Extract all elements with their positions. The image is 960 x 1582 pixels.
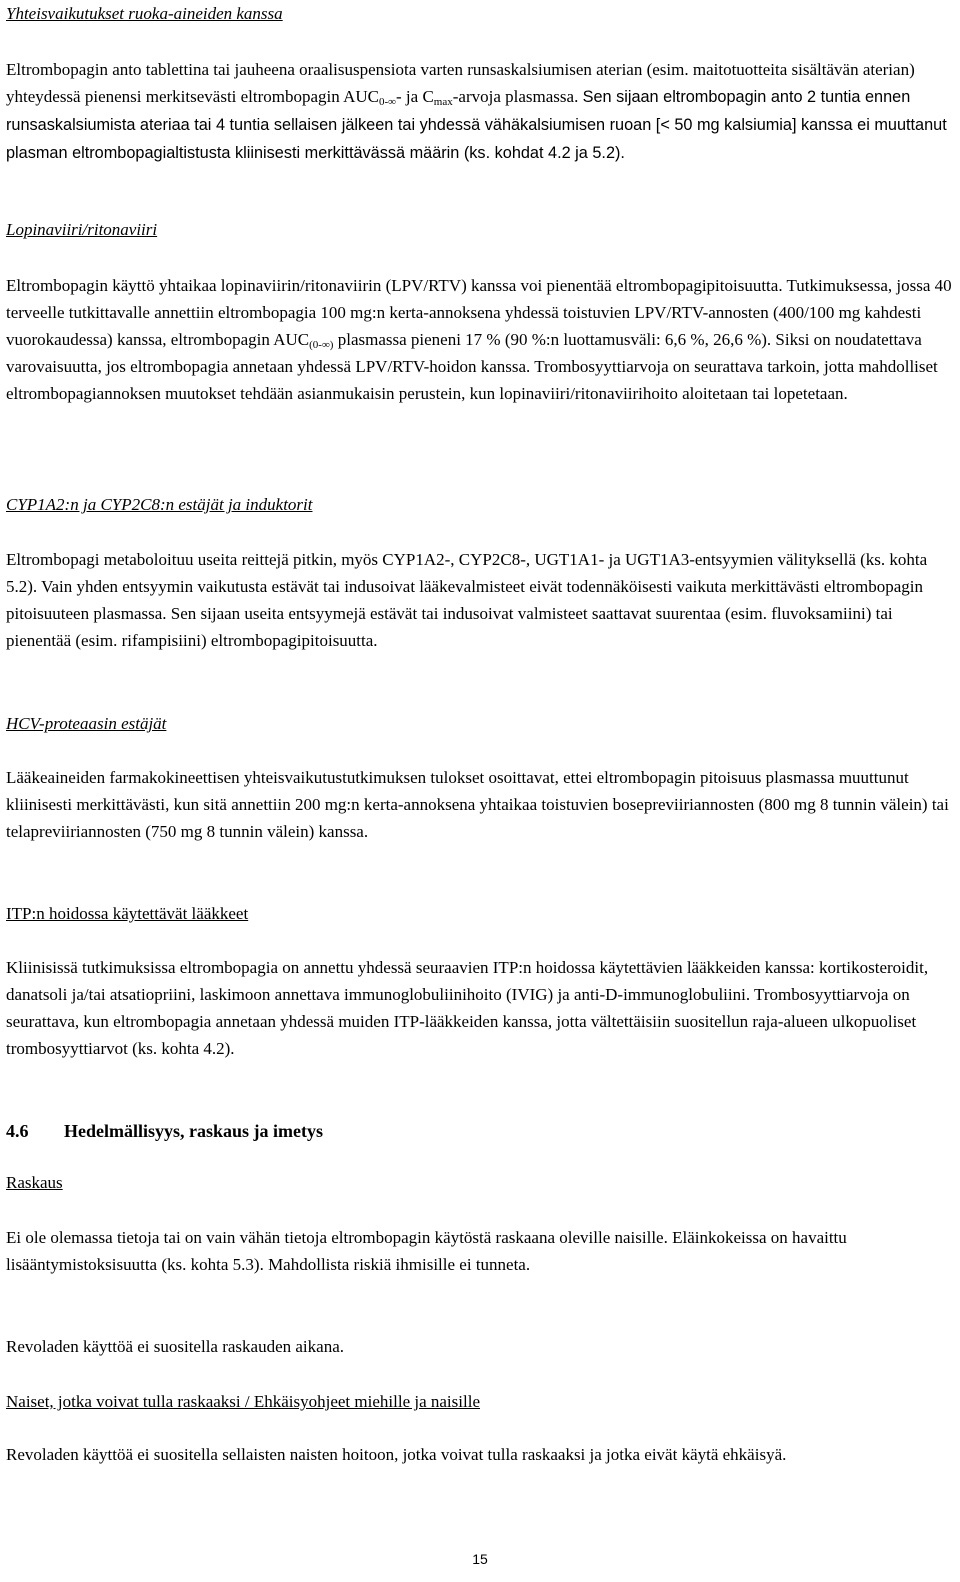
paragraph-pregnancy: Ei ole olemassa tietoja tai on vain vähän tietoja eltrombopagin käytöstä raskaana oleville naisille. Eläinkokeissa on havaittu lisääntymistoksisuutta (ks. kohta 5.3). Mahdollista riskiä ihmisille ei tunneta. [6,1228,847,1274]
heading-lopinavir: Lopinaviiri/ritonaviiri [6,220,158,239]
food-text-c: -arvoja plasmassa. [452,87,583,106]
paragraph-food-interactions [6,56,952,167]
food-text-sans: Sen sijaan eltrombopagin anto 2 tuntia ennen runsaskalsiumista ateriaa tai 4 tuntia sellaisen jälkeen tai yhdessä vähäkalsiumisen ruoan [< 50 mg kalsiumia] kanssa ei muuttanut plasman eltrombopagialtistusta kliinisesti merkittävässä määrin (ks. kohdat 4.2 ja 5.2). [6,88,947,162]
paragraph-lopinavir [6,272,952,407]
food-sub-cmax: max [433,96,453,108]
food-sub-auc: 0-∞ [379,96,397,108]
paragraph-itp: Kliinisissä tutkimuksissa eltrombopagia on annettu yhdessä seuraavien ITP:n hoidossa käytettävien lääkkeiden kanssa: kortikosteroidit, danatsoli ja/tai atsatiopriini, laskimoon annettava immunoglobuliinihoito (IVIG) ja anti-D-immunoglobuliini. Trombosyyttiarvoja on seurattava, kun eltrombopagia annetaan yhdessä muiden ITP-lääkkeiden kanssa, jotta vältettäisiin suositellun raja-alueen ulkopuoliset trombosyyttiarvot (ks. kohta 4.2). [6,958,929,1058]
lpv-sub-auc: (0-∞) [309,339,334,351]
section-number: 4.6 [6,1121,29,1141]
heading-contraception: Naiset, jotka voivat tulla raskaaksi / Ehkäisyohjeet miehille ja naisille [6,1392,480,1411]
paragraph-hcv: Lääkeaineiden farmakokineettisen yhteisvaikutustutkimuksen tulokset osoittavat, ettei eltrombopagin pitoisuus plasmassa muuttunut kliinisesti merkittävästi, kun sitä annettiin 200 mg:n kerta-annoksena yhtaikaa toistuvien bosepreviiriannosten (800 mg 8 tunnin välein) tai telapreviiriannosten (750 mg 8 tunnin välein) kanssa. [6,768,949,841]
paragraph-contraception: Revoladen käyttöä ei suositella sellaisten naisten hoitoon, jotka voivat tulla raskaaksi ja jotka eivät käytä ehkäisyä. [6,1445,787,1464]
section-heading [6,1119,952,1143]
heading-hcv: HCV-proteaasin estäjät [6,714,167,733]
paragraph-cyp: Eltrombopagi metaboloituu useita reittejä pitkin, myös CYP1A2-, CYP2C8-, UGT1A1- ja UGT1A3-entsyymien välityksellä (ks. kohta 5.2). Vain yhden entsyymin vaikutusta estävät tai indusoivat lääkevalmisteet eivät todennäköisesti vaikuta merkittävästi eltrombopagin pitoisuuteen plasmassa. Sen sijaan useita entsyymejä estävät tai indusoivat valmisteet saattavat suurentaa (esim. fluvoksamiini) tai pienentää (esim. rifampisiini) eltrombopagipitoisuutta. [6,550,928,650]
paragraph-pregnancy-recommendation: Revoladen käyttöä ei suositella raskauden aikana. [6,1337,344,1356]
page-number: 15 [472,1551,488,1567]
section-title: Hedelmällisyys, raskaus ja imetys [64,1121,323,1141]
lpv-text-b: plasmassa pieneni 17 % (90 %:n luottamusväli: 6,6 %, 26,6 %). Siksi on noudatettava varovaisuutta, jos eltrombopagia annetaan yhdessä LPV/RTV-hoidon kanssa. Trombosyyttiarvoja on seurattava tarkoin, jotta mahdolliset eltrombopagiannoksen muutokset tehdään asianmukaisin perustein, kun lopinaviiri/ritonaviirihoito aloitetaan tai lopetetaan. [6,330,938,403]
food-text-a: Eltrombopagin anto tablettina tai jauheena oraalisuspensiota varten runsaskalsiumisen aterian (esim. maitotuotteita sisältävän aterian) yhteydessä pienensi merkitsevästi eltrombopagin AUC [6,60,915,106]
heading-food-interactions: Yhteisvaikutukset ruoka-aineiden kanssa [6,4,283,23]
heading-cyp-inhibitors: CYP1A2:n ja CYP2C8:n estäjät ja induktorit [6,495,313,514]
food-text-b: - ja C [396,87,434,106]
heading-itp: ITP:n hoidossa käytettävät lääkkeet [6,904,249,923]
lpv-text-a: Eltrombopagin käyttö yhtaikaa lopinaviirin/ritonaviirin (LPV/RTV) kanssa voi pienentää eltrombopagipitoisuutta. Tutkimuksessa, jossa 40 terveelle tutkittavalle annettiin eltrombopagia 100 mg:n kerta-annoksena yhdessä toistuvien LPV/RTV-annosten (400/100 mg kahdesti vuorokaudessa) kanssa, eltrombopagin AUC [6,276,952,349]
heading-pregnancy: Raskaus [6,1173,63,1192]
